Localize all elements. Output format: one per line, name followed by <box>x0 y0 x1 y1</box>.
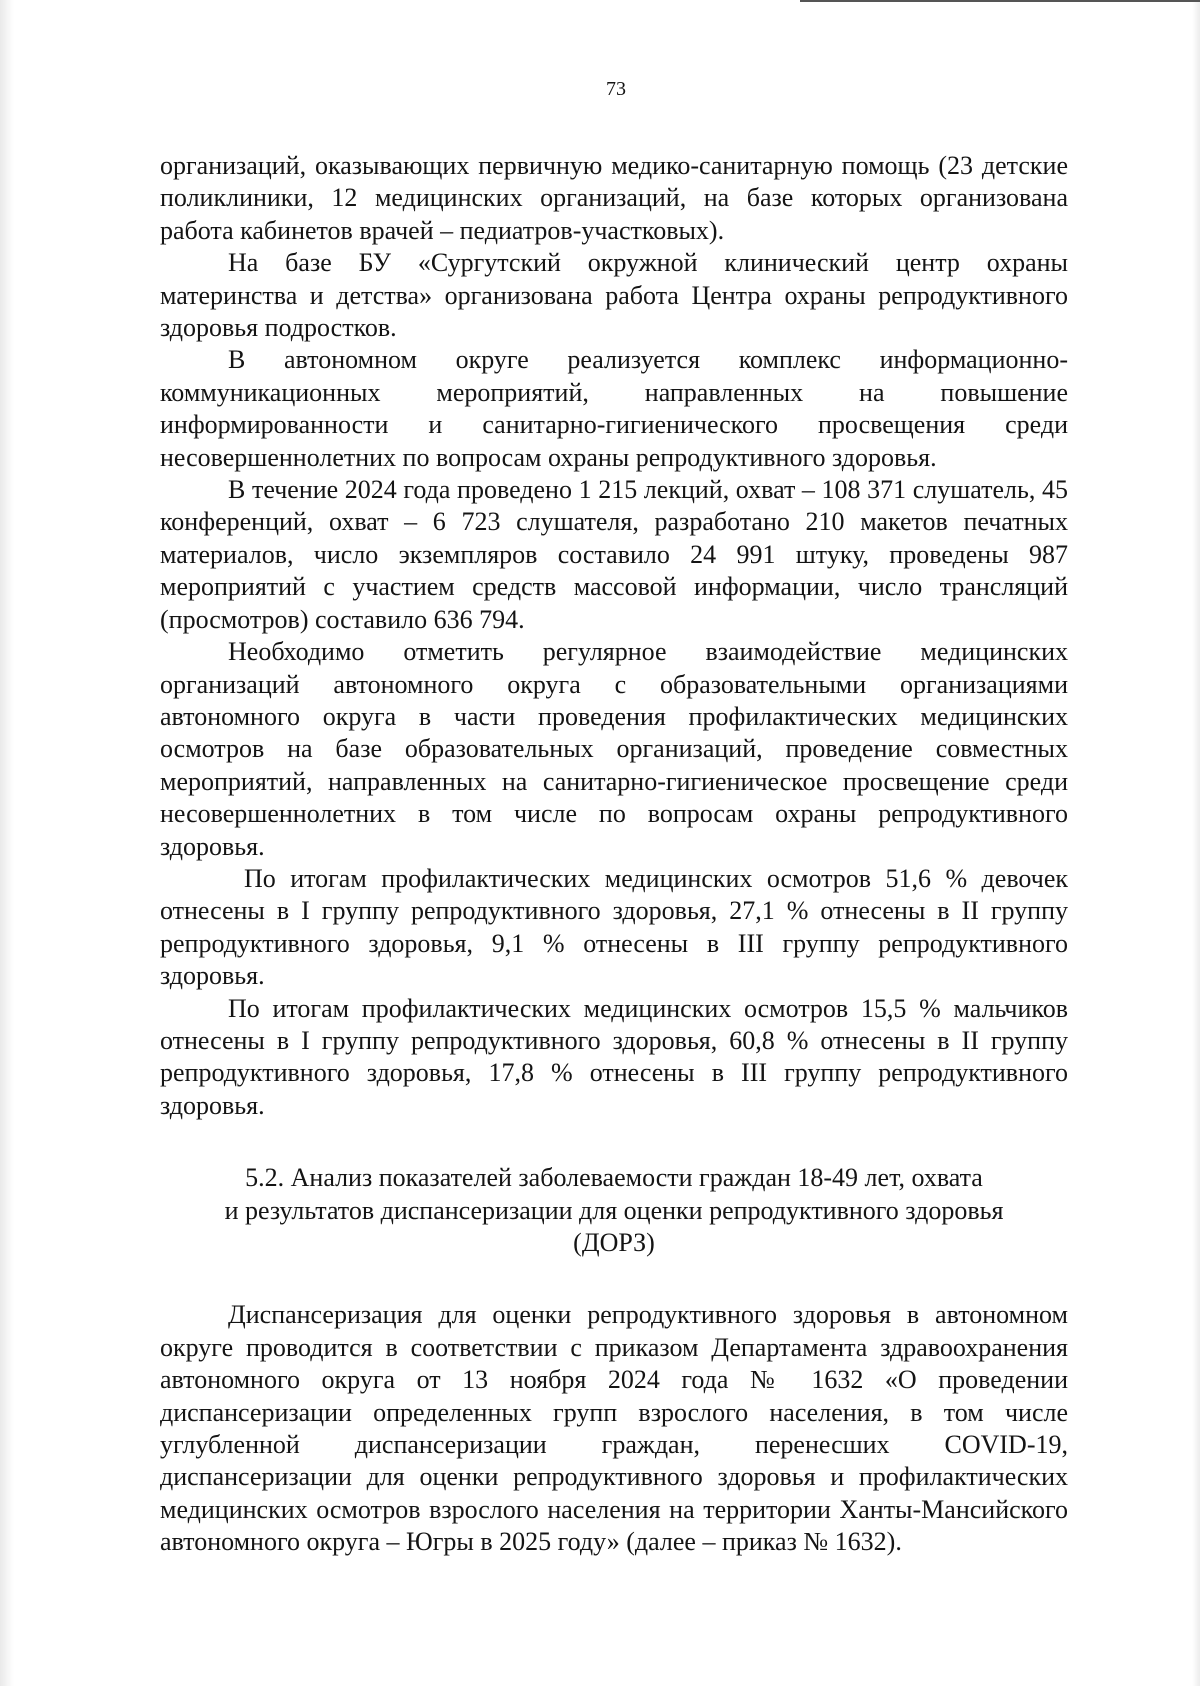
document-body <box>160 150 1068 1559</box>
paragraph-surgut-center: На базе БУ «Сургутский окружной клинический центр охраны материнства и детства» организована работа Центра охраны репродуктивного здоровья подростков. <box>160 248 1068 343</box>
section-heading-line-2: и результатов диспансеризации для оценки репродуктивного здоровья <box>224 1195 1004 1225</box>
scan-edge-right <box>1192 0 1200 1686</box>
paragraph-info-activities: В автономном округе реализуется комплекс информационно-коммуникационных мероприятий, направленных на повышение информированности и санитарно-гигиенического просвещения среди несовершеннолетних по вопросам охраны репродуктивного здоровья. <box>160 345 1068 472</box>
paragraph-continuation: организаций, оказывающих первичную медико-санитарную помощь (23 детские поликлиники, 12 медицинских организаций, на базе которых организована работа кабинетов врачей – педиатров-участковых). <box>160 151 1068 245</box>
scan-edge-left <box>0 0 14 1686</box>
section-heading-line-1: 5.2. Анализ показателей заболеваемости граждан 18-49 лет, охвата <box>245 1163 983 1193</box>
section-heading-line-3: (ДОРЗ) <box>573 1228 655 1257</box>
section-heading <box>160 1162 1068 1259</box>
paragraph-girls-results: По итогам профилактических медицинских осмотров 51,6 % девочек отнесены в I группу репродуктивного здоровья, 27,1 % отнесены в II группу репродуктивного здоровья, 9,1 % отнесены в III группу репродуктивного здоровья. <box>160 863 1068 991</box>
scan-top-line <box>800 0 1200 2</box>
paragraph-boys-results: По итогам профилактических медицинских осмотров 15,5 % мальчиков отнесены в I группу репродуктивного здоровья, 60,8 % отнесены в II группу репродуктивного здоровья, 17,8 % отнесены в III группу репродуктивного здоровья. <box>160 993 1068 1120</box>
paragraph-interaction: Необходимо отметить регулярное взаимодействие медицинских организаций автономного округа с образовательными организациями автономного округа в части проведения профилактических медицинских осмотров на базе образовательных организаций, проведение совместных мероприятий, направленных на санитарно-гигиеническое просвещение среди несовершеннолетних в том числе по вопросам охраны репродуктивного здоровья. <box>160 637 1068 861</box>
page-number: 73 <box>606 78 626 100</box>
paragraph-dispensarization: Диспансеризация для оценки репродуктивного здоровья в автономном округе проводится в соответствии с приказом Департамента здравоохранения автономного округа от 13 ноября 2024 года № 1632 «О проведении диспансеризации определенных групп взрослого населения, в том числе углубленной диспансеризации граждан, перенесших COVID-19, диспансеризации для оценки репродуктивного здоровья и профилактических медицинских осмотров взрослого населения на территории Ханты-Мансийского автономного округа – Югры в 2025 году» (далее – приказ № 1632). <box>160 1300 1068 1557</box>
paragraph-2024-statistics: В течение 2024 года проведено 1 215 лекций, охват – 108 371 слушатель, 45 конференций, охват – 6 723 слушателя, разработано 210 макетов печатных материалов, число экземпляров составило 24 991 штуку, проведены 987 мероприятий с участием средств массовой информации, число трансляций (просмотров) составило 636 794. <box>160 475 1068 634</box>
